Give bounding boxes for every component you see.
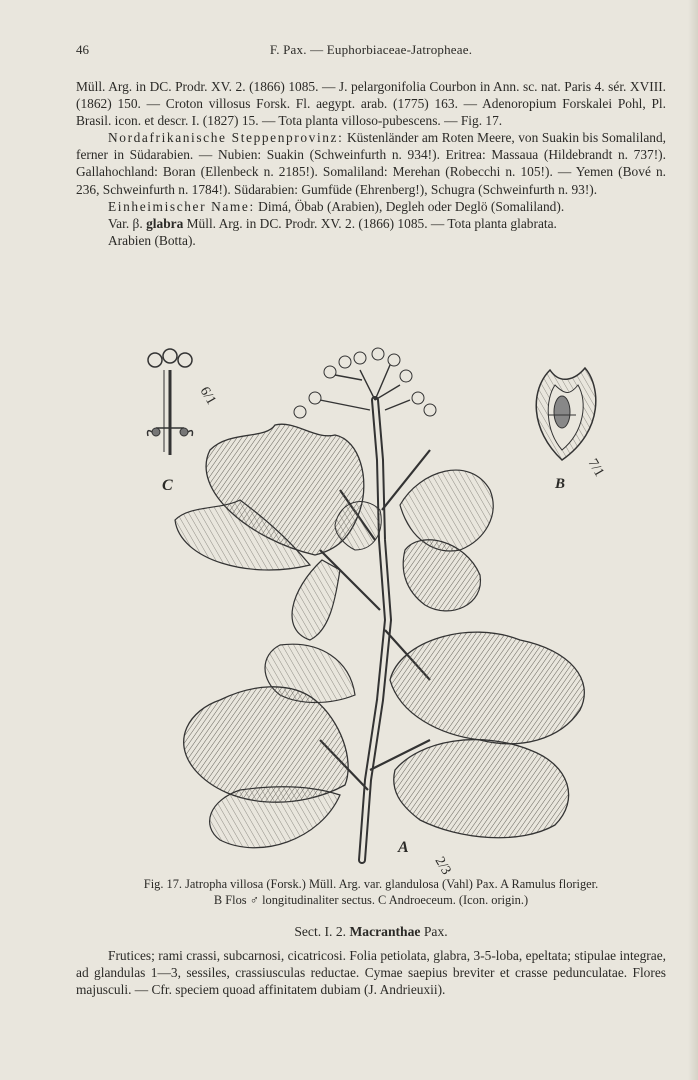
page-edge-shadow [688, 0, 698, 1080]
native-name-paragraph [76, 198, 666, 215]
section-heading [76, 924, 666, 940]
running-head: F. Pax. — Euphorbiaceae-Jatropheae. [269, 42, 473, 57]
synonymy-paragraph: Müll. Arg. in DC. Prodr. XV. 2. (1866) 1085. — J. pelargonifolia Courbon in Ann. sc. nat. Paris 4. sér. XVIII. (1862) 150. — Croton villosus Forsk. Fl. aegypt. arab. (1775) 163. — Adenoropium Forskalei Pohl, Pl. Brasil. icon. et descr. I. (1827) 15. — Tota planta villoso-pubescens. — Fig. 17. [76, 79, 666, 129]
variety-paragraph [76, 215, 666, 232]
section-description [76, 947, 666, 998]
scale-b: 7/1 [584, 456, 607, 480]
scale-c: 6/1 [196, 384, 219, 408]
page-header [76, 42, 666, 62]
figure-caption [76, 876, 666, 908]
androeceum-drawing [148, 349, 193, 455]
flowering-branch-drawing [175, 348, 584, 860]
section-heading-prefix: Sect. I. 2. [294, 924, 347, 939]
scale-a: 2/3 [431, 854, 454, 878]
inflorescence [294, 348, 436, 418]
distribution-paragraph [76, 129, 666, 197]
variety-text: Müll. Arg. in DC. Prodr. XV. 2. (1866) 1085. — Tota planta glabrata. [186, 215, 557, 231]
caption-line-1: Fig. 17. Jatropha villosa (Forsk.) Müll. Arg. var. glandulosa (Vahl) Pax. A Ramulus floriger. [143, 877, 599, 891]
distribution-text: Küstenländer am Roten Meere, von Suakin bis Somaliland, ferner in Südarabien. — Nubien: Suakin (Schweinfurth n. 934!). Eritrea: Massaua (Hildebrandt n. 737!). Gallahochland: Boran (Ellenbeck n. 2185!). Somaliland: Merehan (Robecchi n. 105!). — Yemen (Bové n. 236, Schweinfurth n. 1784!). Südarabien: Gumfüde (Ehrenberg!), Schugra (Schweinfurth n. 93!). [76, 130, 666, 197]
section-description-text: Frutices; rami crassi, subcarnosi, cicatricosi. Folia petiolata, glabra, 3-5-loba, epeltata; stipulae integrae, ad glandulas 1—3, sessiles, crassiusculas reductae. Cymae saepius breviter et crasse pedunculatae. Flores majusculi. — Cfr. speciem quoad affinitatem dubiam (J. Andrieuxii). [76, 948, 666, 998]
locality-paragraph: Arabien (Botta). [108, 232, 196, 248]
caption-line-2: B Flos ♂ longitudinaliter sectus. C Androeceum. (Icon. origin.) [213, 893, 529, 907]
native-name-text: Dimá, Öbab (Arabien), Degleh oder Deglö (Somaliland). [258, 198, 565, 214]
page-number: 46 [76, 42, 89, 57]
figure-label-c: C [162, 477, 173, 494]
flower-section-drawing [536, 368, 596, 460]
species-treatment-text [76, 78, 666, 249]
variety-prefix: Var. β. [108, 215, 143, 231]
figure-label-b: B [555, 476, 566, 492]
botanical-illustration [100, 340, 640, 880]
section-heading-author: Pax. [423, 924, 448, 939]
variety-name: glabra [146, 215, 184, 231]
figure-label-a: A [398, 839, 409, 856]
native-name-label: Einheimischer Name: [108, 198, 255, 214]
distribution-region-label: Nordafrikanische Steppenprovinz: [108, 130, 344, 146]
section-heading-name: Macranthae [349, 924, 421, 939]
